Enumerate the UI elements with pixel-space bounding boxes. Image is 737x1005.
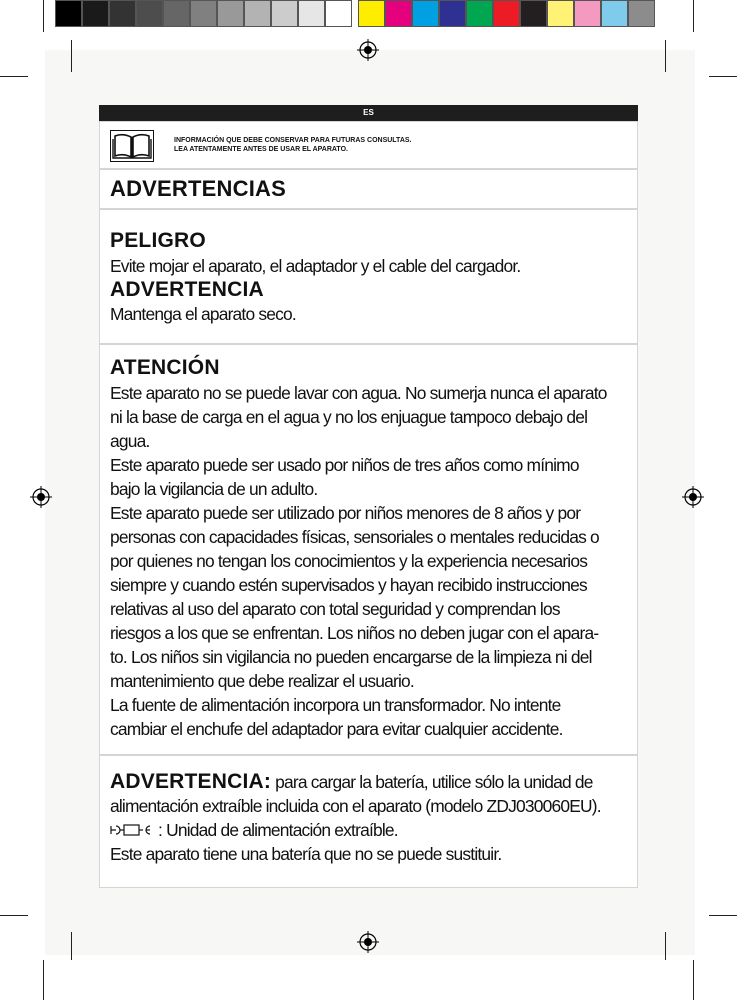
attention-line: relativas al uso del aparato con total seguridad y comprendan los (110, 599, 560, 619)
language-bar: ES (99, 105, 638, 121)
page-title: ADVERTENCIAS (110, 176, 286, 201)
book-icon (110, 130, 154, 162)
psu-caption: : Unidad de alimentación extraíble. (158, 820, 398, 840)
warning-text: Mantenga el aparato seco. (110, 304, 296, 324)
color-swatch (385, 0, 412, 27)
crop-mark (693, 0, 694, 32)
attention-line: cambiar el enchufe del adaptador para evitar cualquier accidente. (110, 719, 563, 739)
attention-heading: ATENCIÓN (110, 356, 220, 379)
crop-mark (0, 915, 28, 916)
info-row (99, 121, 638, 169)
color-swatch (271, 0, 298, 27)
attention-line: Este aparato puede ser usado por niños de tres años como mínimo (110, 455, 579, 475)
color-swatch (298, 0, 325, 27)
attention-line: ni la base de carga en el agua y no los enjuague tampoco debajo del (110, 407, 588, 427)
warning-content (110, 770, 629, 866)
info-line: INFORMACIÓN QUE DEBE CONSERVAR PARA FUTURAS CONSULTAS. (174, 137, 412, 144)
attention-text (110, 381, 629, 741)
registration-mark-icon (357, 39, 379, 61)
attention-line: siempre y cuando estén supervisados y hayan recibido instrucciones (110, 575, 587, 595)
attention-line: Este aparato puede ser utilizado por niños menores de 8 años y por (110, 503, 581, 523)
attention-line: por quienes no tengan los conocimientos y la experiencia necesarios (110, 551, 588, 571)
warning-line: para cargar la batería, utilice sólo la unidad de (275, 772, 593, 792)
warning-heading: ADVERTENCIA (110, 278, 264, 301)
color-swatch (439, 0, 466, 27)
crop-mark (709, 76, 737, 77)
color-swatch (82, 0, 109, 27)
attention-line: mantenimiento que debe realizar el usuario. (110, 671, 414, 691)
attention-line: Este aparato no se puede lavar con agua. No sumerja nunca el aparato (110, 383, 607, 403)
color-swatch (244, 0, 271, 27)
warning-line: Este aparato tiene una batería que no se puede sustituir. (110, 844, 502, 864)
color-swatch (628, 0, 655, 27)
attention-content (110, 355, 629, 741)
crop-mark (71, 932, 72, 960)
color-swatch (412, 0, 439, 27)
title-row (99, 169, 638, 209)
danger-content (110, 228, 629, 326)
color-swatch (55, 0, 82, 27)
crop-mark (693, 960, 694, 1000)
color-calibration-bar (55, 0, 655, 27)
danger-section (99, 209, 638, 344)
danger-heading: PELIGRO (110, 229, 206, 252)
color-swatch (466, 0, 493, 27)
crop-mark (709, 915, 737, 916)
info-text (174, 137, 412, 154)
color-swatch (163, 0, 190, 27)
color-swatch (547, 0, 574, 27)
info-line: LEA ATENTAMENTE ANTES DE USAR EL APARATO. (174, 145, 348, 153)
color-swatch (109, 0, 136, 27)
warning-section (99, 755, 638, 888)
registration-mark-icon (357, 931, 379, 953)
warning-line: alimentación extraíble incluida con el aparato (modelo ZDJ030060EU). (110, 796, 601, 816)
color-swatch (601, 0, 628, 27)
registration-mark-icon (30, 486, 52, 508)
attention-line: agua. (110, 431, 150, 451)
crop-mark (665, 40, 666, 72)
warning-label: ADVERTENCIA: (110, 770, 272, 793)
attention-line: bajo la vigilancia de un adulto. (110, 479, 318, 499)
crop-mark (43, 0, 44, 32)
attention-line: personas con capacidades físicas, sensoriales o mentales reducidas o (110, 527, 599, 547)
attention-line: riesgos a los que se enfrentan. Los niños no deben jugar con el apara- (110, 623, 599, 643)
crop-mark (0, 76, 28, 77)
color-swatch (520, 0, 547, 27)
danger-text: Evite mojar el aparato, el adaptador y el cable del cargador. (110, 256, 521, 276)
detachable-power-supply-icon (110, 823, 154, 837)
crop-mark (43, 960, 44, 1000)
color-swatch (217, 0, 244, 27)
color-swatch (574, 0, 601, 27)
color-swatch (358, 0, 385, 27)
attention-line: La fuente de alimentación incorpora un transformador. No intente (110, 695, 561, 715)
crop-mark (665, 932, 666, 960)
attention-line: to. Los niños sin vigilancia no pueden encargarse de la limpieza ni del (110, 647, 592, 667)
color-swatch (325, 0, 352, 27)
crop-mark (71, 40, 72, 72)
registration-mark-icon (682, 486, 704, 508)
color-swatch (493, 0, 520, 27)
attention-section (99, 344, 638, 755)
color-swatch (190, 0, 217, 27)
color-swatch (136, 0, 163, 27)
